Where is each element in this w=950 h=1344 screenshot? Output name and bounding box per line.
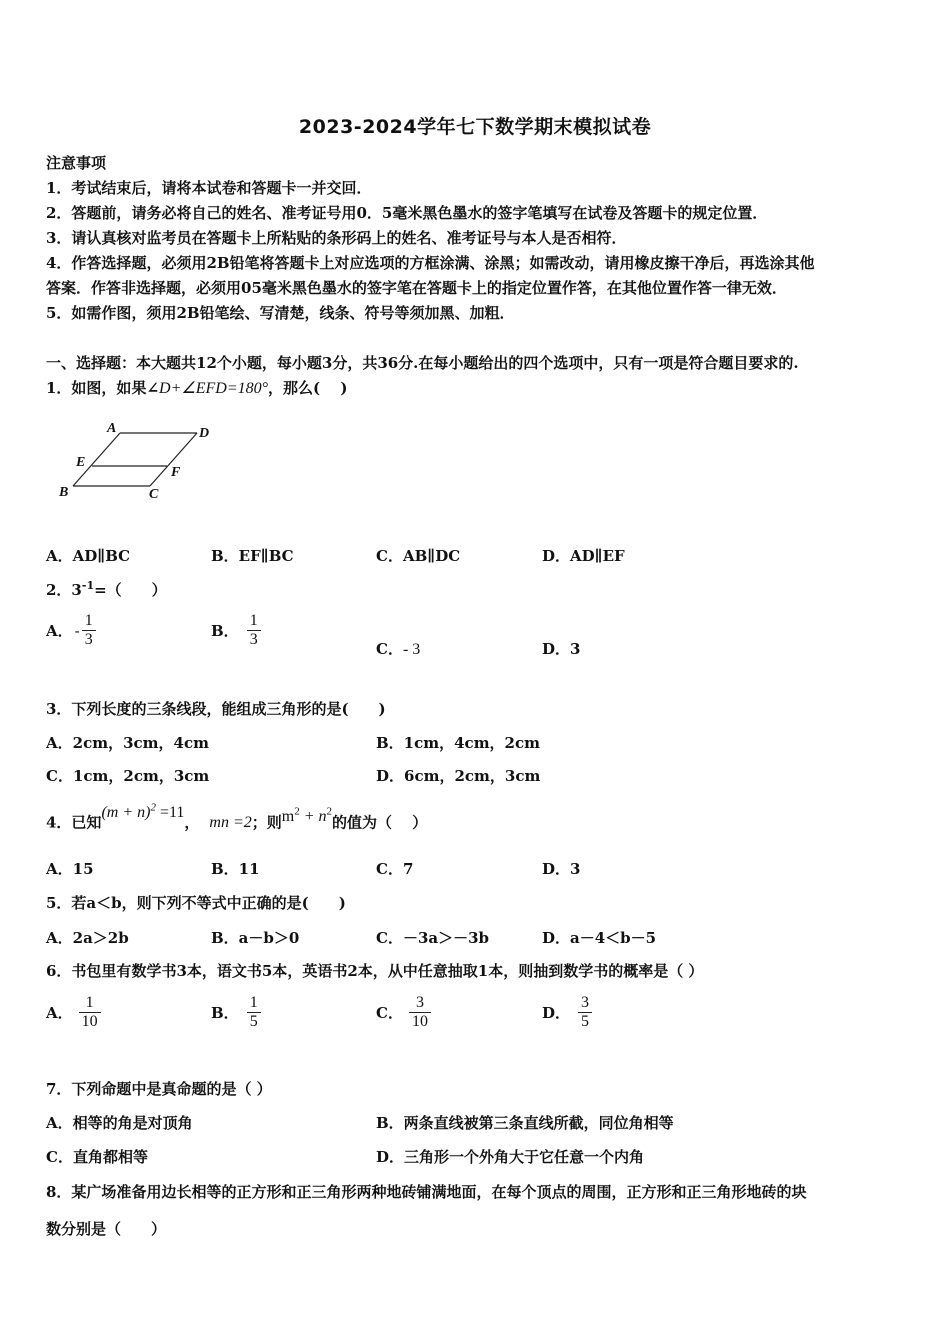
q2-option-a[interactable] bbox=[46, 612, 96, 649]
q2-stem-pre: 2．3 bbox=[46, 581, 82, 599]
q6-c-fraction bbox=[409, 994, 431, 1031]
frac-den: 10 bbox=[79, 1012, 101, 1031]
q4-option-a[interactable]: A．15 bbox=[46, 860, 94, 878]
q6-option-c[interactable] bbox=[376, 994, 431, 1031]
frac-num: 1 bbox=[84, 612, 93, 629]
q6-d-label: D． bbox=[542, 1004, 571, 1022]
q2-b-label: B． bbox=[211, 622, 239, 640]
q2-a-sign: - bbox=[74, 621, 80, 640]
q6-option-b[interactable] bbox=[211, 994, 261, 1031]
q4-sep: ， bbox=[184, 813, 200, 832]
question-5-stem: 5．若a＜b，则下列不等式中正确的是( ) bbox=[46, 894, 346, 912]
q6-d-fraction bbox=[578, 994, 592, 1031]
q2-option-d[interactable]: D．3 bbox=[542, 640, 581, 658]
q5-option-d[interactable]: D．a－4＜b－5 bbox=[542, 929, 657, 947]
question-8-stem-line1: 8．某广场准备用边长相等的正方形和正三角形两种地砖铺满地面，在每个顶点的周围，正方形和正三角形地砖的块 bbox=[46, 1183, 807, 1201]
question-2-stem bbox=[46, 579, 167, 600]
q4-expr1 bbox=[101, 804, 184, 821]
frac-den: 10 bbox=[409, 1012, 431, 1031]
frac-den: 3 bbox=[82, 630, 96, 649]
q1-option-d[interactable]: D．AD∥EF bbox=[542, 547, 625, 565]
q2-option-b[interactable] bbox=[211, 612, 261, 649]
q3-option-d[interactable]: D．6cm，2cm，3cm bbox=[376, 767, 541, 785]
label-F: F bbox=[171, 465, 181, 480]
question-7-stem: 7．下列命题中是真命题的是（ ） bbox=[46, 1080, 272, 1098]
q4-option-d[interactable]: D．3 bbox=[542, 860, 581, 878]
frac-num: 3 bbox=[581, 994, 590, 1011]
q2-option-c[interactable] bbox=[376, 638, 420, 659]
q6-a-label: A． bbox=[46, 1004, 73, 1022]
frac-num: 1 bbox=[249, 612, 258, 629]
frac-den: 5 bbox=[247, 1012, 261, 1031]
q6-b-fraction bbox=[247, 994, 261, 1031]
frac-den: 5 bbox=[578, 1012, 592, 1031]
notes-heading: 注意事项 bbox=[46, 154, 107, 172]
q1-figure bbox=[55, 418, 225, 506]
question-1-stem bbox=[46, 377, 347, 398]
q2-c-label: C． bbox=[376, 640, 403, 658]
q5-option-b[interactable]: B．a－b＞0 bbox=[211, 929, 300, 947]
q6-option-d[interactable] bbox=[542, 994, 592, 1031]
q4-expr2: mn =2 bbox=[209, 814, 252, 832]
q7-option-b[interactable]: B．两条直线被第三条直线所截，同位角相等 bbox=[376, 1114, 674, 1132]
q5-option-a[interactable]: A．2a＞2b bbox=[46, 929, 129, 947]
frac-num: 1 bbox=[249, 994, 258, 1011]
frac-den: 3 bbox=[247, 630, 261, 649]
q7-option-c[interactable]: C．直角都相等 bbox=[46, 1148, 148, 1166]
label-D: D bbox=[199, 426, 210, 441]
q3-option-c[interactable]: C．1cm，2cm，3cm bbox=[46, 767, 210, 785]
label-E: E bbox=[76, 455, 86, 470]
q7-option-d[interactable]: D．三角形一个外角大于它任意一个内角 bbox=[376, 1148, 645, 1166]
question-6-stem: 6．书包里有数学书3本，语文书5本，英语书2本，从中任意抽取1本，则抽到数学书的概率是（ ） bbox=[46, 962, 704, 980]
q4-expr3-m: m bbox=[281, 808, 295, 826]
q4-expr1-base: (m + n) bbox=[101, 804, 151, 822]
q1-option-b[interactable]: B．EF∥BC bbox=[211, 547, 294, 565]
frac-num: 1 bbox=[85, 994, 94, 1011]
q6-b-label: B． bbox=[211, 1004, 239, 1022]
q4-mid: ；则 bbox=[251, 813, 282, 832]
q6-c-label: C． bbox=[376, 1004, 403, 1022]
q1-option-a[interactable]: A．AD∥BC bbox=[46, 547, 131, 565]
q4-option-c[interactable]: C．7 bbox=[376, 860, 414, 878]
q5-option-c[interactable]: C．－3a＞－3b bbox=[376, 929, 490, 947]
label-A: A bbox=[107, 421, 117, 436]
q4-expr1-post: =11 bbox=[155, 804, 185, 822]
frac-num: 3 bbox=[415, 994, 424, 1011]
q1-stem-post: ，那么( ) bbox=[268, 379, 348, 397]
q4-expr3-sup: 2 bbox=[294, 806, 300, 818]
q1-option-c[interactable]: C．AB∥DC bbox=[376, 547, 461, 565]
q3-option-b[interactable]: B．1cm，4cm，2cm bbox=[376, 734, 541, 752]
question-3-stem: 3．下列长度的三条线段，能组成三角形的是( ) bbox=[46, 700, 386, 718]
note-item: 2．答题前，请务必将自己的姓名、准考证号用0．5毫米黑色墨水的签字笔填写在试卷及答题卡的规定位置． bbox=[46, 204, 768, 222]
question-4-stem bbox=[46, 803, 427, 838]
q3-option-a[interactable]: A．2cm，3cm，4cm bbox=[46, 734, 209, 752]
note-item: 1．考试结束后，请将本试卷和答题卡一并交回． bbox=[46, 179, 372, 197]
q4-option-b[interactable]: B．11 bbox=[211, 860, 260, 878]
q2-a-fraction bbox=[82, 612, 96, 649]
q4-expr1-sup: 2 bbox=[150, 802, 156, 814]
q1-stem-math: D+∠EFD=180° bbox=[159, 380, 269, 397]
q2-b-fraction bbox=[247, 612, 261, 649]
label-C: C bbox=[149, 487, 159, 502]
note-item: 答案．作答非选择题，必须用05毫米黑色墨水的签字笔在答题卡上的指定位置作答，在其他位置作答一律无效． bbox=[46, 279, 787, 297]
question-8-stem-line2: 数分别是（ ） bbox=[46, 1220, 167, 1238]
label-B: B bbox=[59, 485, 69, 500]
q6-a-fraction bbox=[79, 994, 101, 1031]
q7-option-a[interactable]: A．相等的角是对顶角 bbox=[46, 1114, 193, 1132]
q6-option-a[interactable] bbox=[46, 994, 101, 1031]
q2-a-label: A． bbox=[46, 622, 73, 640]
q4-expr3 bbox=[282, 808, 332, 825]
q4-expr3-sup2: 2 bbox=[326, 806, 333, 818]
q4-stem-pre: 4．已知 bbox=[46, 813, 102, 832]
q2-stem-post: =（ ） bbox=[94, 581, 167, 599]
note-item: 4．作答选择题，必须用2B铅笔将答题卡上对应选项的方框涂满、涂黑；如需改动，请用橡皮擦干净后，再选涂其他 bbox=[46, 254, 815, 272]
q2-c-value: - 3 bbox=[402, 641, 421, 658]
q4-stem-post: 的值为（ ） bbox=[332, 813, 428, 832]
q2-stem-sup: -1 bbox=[81, 579, 95, 592]
note-item: 3．请认真核对监考员在答题卡上所粘贴的条形码上的姓名、准考证号与本人是否相符． bbox=[46, 229, 627, 247]
note-item: 5．如需作图，须用2B铅笔绘、写清楚，线条、符号等须加黑、加粗． bbox=[46, 304, 515, 322]
page-title: 2023-2024学年七下数学期末模拟试卷 bbox=[298, 116, 652, 138]
q1-stem-pre: 1．如图，如果∠ bbox=[46, 379, 160, 397]
section-heading: 一、选择题：本大题共12个小题，每小题3分，共36分.在每小题给出的四个选项中，只有一项是符合题目要求的. bbox=[46, 354, 799, 372]
q4-expr3-mid: + n bbox=[299, 808, 327, 826]
